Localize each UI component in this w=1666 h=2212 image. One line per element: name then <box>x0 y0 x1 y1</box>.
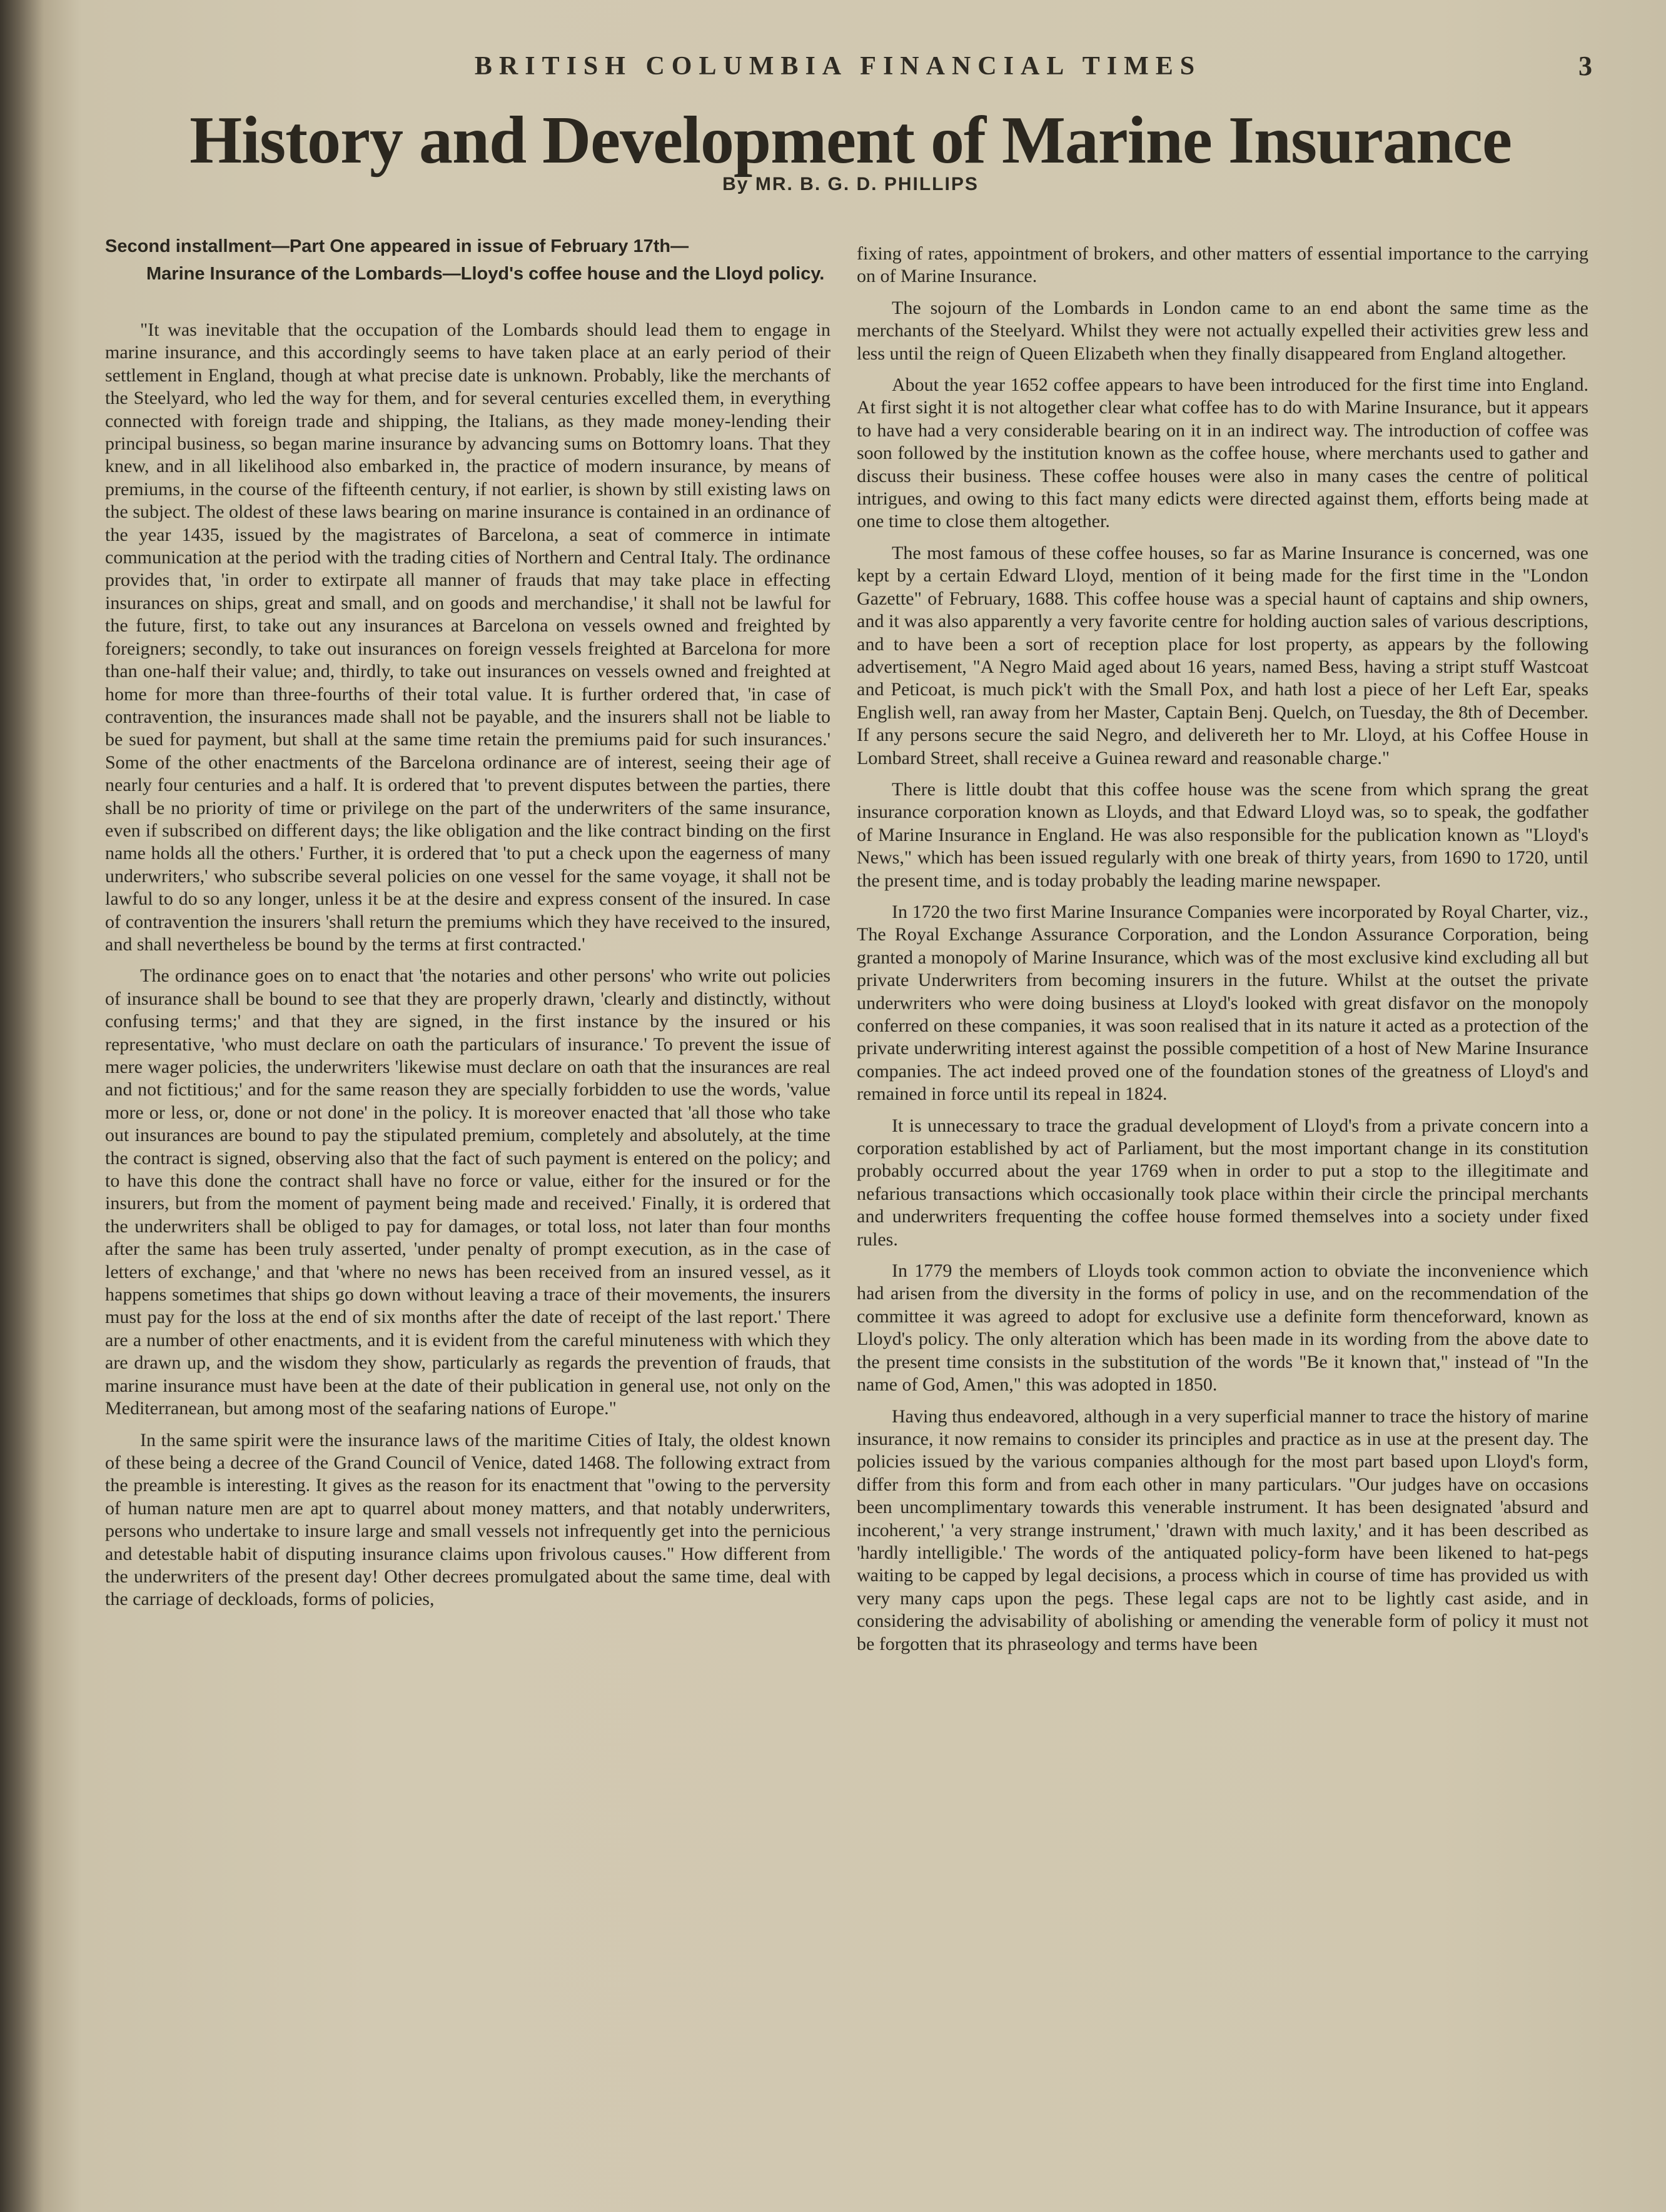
paragraph: In 1779 the members of Lloyds took common action to obviate the inconvenience which had arisen from the diversity in the forms of policy in use, and on the recommendation of the committee it was agreed to adopt for exclusive use a definite form thenceforward, known as Lloyd's policy. The only alteration which has been made in its wording from the above date to the present time consists in the substitution of the words "Be it known that," instead of "In the name of God, Amen," this was adopted in 1850. <box>857 1260 1588 1395</box>
paragraph: "It was inevitable that the occupation of the Lombards should lead them to engage in marine insurance, and this accordingly seems to have taken place at an early period of their settlement in England, though at what precise date is unknown. Probably, like the merchants of the Steelyard, who led the way for them, and for several centuries excelled them, in everything connected with foreign trade and shipping, the Italians, as they made money-lending their principal business, so began marine insurance by advancing sums on Bottomry loans. That they knew, and in all likelihood also embarked in, the practice of modern insurance, by means of premiums, in the course of the fifteenth century, if not earlier, is shown by still existing laws on the subject. The oldest of these laws bearing on marine insurance is contained in an ordinance of the year 1435, issued by the magistrates of Barcelona, a seat of commerce in intimate communication at the period with the trading cities of Northern and Central Italy. The ordinance provides that, 'in order to extirpate all manner of frauds that may take place in effecting insurances on ships, great and small, and on goods and merchandise,' it shall not be lawful for the future, first, to take out any insurances at Barcelona on vessels owned and freighted by foreigners; secondly, to take out insurances on foreign vessels freighted at Barcelona for more than one-half their value; and, thirdly, to take out insurances on vessels owned and freighted at home for more than three-fourths of their total value. It is further ordered that, 'in case of contravention, the insurances made shall not be payable, and the insurers shall not be liable to be sued for payment, but shall at the same time retain the premiums paid for such insurances.' Some of the other enactments of the Barcelona ordinance are of interest, seeing their age of nearly four centuries and a half. It is ordered that 'to prevent disputes between the parties, there shall be no priority of time or privilege on the part of the underwriters of the same insurance, even if subscribed on different days; the like obligation and the like contract binding on the first name holds all the others.' Further, it is ordered that 'to put a check upon the eagerness of many underwriters,' who subscribe several policies on one vessel for the same voyage, it shall not be lawful to do so any longer, unless it be at the desire and express consent of the insured. In case of contravention the insurers 'shall return the premiums which they have received to the insured, and shall nevertheless be bound by the terms at first contracted.' <box>105 319 830 955</box>
paragraph: The most famous of these coffee houses, so far as Marine Insurance is concerned, was one kept by a certain Edward Lloyd, mention of it being made for the first time in the "London Gazette" of February, 1688. This coffee house was a special haunt of captains and ship owners, and it was also apparently a very favorite centre for holding auction sales of various descriptions, and to have been a sort of reception place for lost property, as appears by the following advertisement, "A Negro Maid aged about 16 years, named Bess, having a stript stuff Wastcoat and Peticoat, is much pick't with the Small Pox, and hath lost a piece of her Left Ear, speaks English well, ran away from her Master, Captain Benj. Quelch, on Tuesday, the 8th of December. If any persons secure the said Negro, and delivereth her to Mr. Lloyd, at his Coffee House in Lombard Street, shall receive a Guinea reward and reasonable charge." <box>857 542 1588 768</box>
paragraph: About the year 1652 coffee appears to have been introduced for the first time into England. At first sight it is not altogether clear what coffee has to do with Marine Insurance, but it appears to have had a very considerable bearing on it in an indirect way. The introduction of coffee was soon followed by the institution known as the coffee house, where merchants used to gather and discuss their business. These coffee houses were also in many cases the centre of political intrigues, and owing to this fact many edicts were directed against them, efforts being made at one time to close them altogether. <box>857 375 1588 532</box>
paragraph: In 1720 the two first Marine Insurance Companies were incorporated by Royal Charter, viz., The Royal Exchange Assurance Corporation, and the London Assurance Corporation, being granted a monopoly of Marine Insurance, which was of the most exclusive kind excluding all but private Underwriters from becoming insurers in the future. Whilst at the outset the private underwriters who were doing business at Lloyd's looked with great disfavor on the monopoly conferred on these companies, it was soon realised that in its nature it acted as a protection of the private underwriting interest against the possible competition of a host of New Marine Insurance companies. The act indeed proved one of the foundation stones of the greatness of Lloyd's and remained in force until its repeal in 1824. <box>857 901 1588 1105</box>
article-title: History and Development of Marine Insurance <box>189 103 1512 178</box>
article-byline: By MR. B. G. D. PHILLIPS <box>722 174 979 194</box>
paragraph: fixing of rates, appointment of brokers, and other matters of essential importance to the carrying on of Marine Insurance. <box>857 243 1588 287</box>
paragraph: Having thus endeavored, although in a very superficial manner to trace the history of marine insurance, it now remains to consider its principles and practice as in use at the present day. The policies issued by the various companies although for the most part based upon Lloyd's form, differ from this form and from each other in many particulars. "Our judges have on occasions been uncomplimentary towards this venerable instrument. It has been designated 'absurd and incoherent,' 'a very strange instrument,' 'drawn with much laxity,' and it has been described as 'hardly intelligible.' The words of the antiquated policy-form have been likened to hat-pegs waiting to be capped by legal decisions, a process which in course of time has provided us with very many caps upon the pegs. These legal caps are not to be lightly cast aside, and in considering the advisability of abolishing or amending the venerable form of policy it must not be forgotten that its phraseology and terms have been <box>857 1405 1588 1654</box>
deck-line-2: Marine Insurance of the Lombards—Lloyd's coffee house and the Lloyd policy. <box>146 264 825 284</box>
paragraph: The ordinance goes on to enact that 'the notaries and other persons' who write out policies of insurance shall be bound to see that they are properly drawn, 'clearly and distinctly, without confusing terms;' and that they are signed, in the first instance by the insured or his representative, 'who must declare on oath the particulars of insurance.' To prevent the issue of mere wager policies, the underwriters 'likewise must declare on oath that the insurances are real and not fictitious;' and for the same reason they are specially forbidden to use the words, 'value more or less, or, done or not done' in the policy. It is moreover enacted that 'all those who take out insurances are bound to pay the stipulated premium, completely and absolutely, at the time the contract is signed, observing also that the fact of such payment is entered on the policy; and to have this done the contract shall have no force or value, either for the insured or for the insurers, but from the moment of payment being made and received.' Finally, it is ordered that the underwriters shall be obliged to pay for damages, or total loss, not later than four months after the same has been truly asserted, 'under penalty of prompt execution, as in the case of letters of exchange,' and that 'where no news has been received from an insured vessel, as it happens sometimes that ships go down without leaving a trace of their movements, the insurers must pay for the loss at the end of six months after the date of receipt of the last report.' There are a number of other enactments, and it is evident from the careful minuteness with which they are drawn up, and the wisdom they show, particularly as regards the prevention of frauds, that marine insurance must have been at the date of their publication in general use, not only on the Mediterranean, but among most of the seafaring nations of Europe." <box>105 965 830 1419</box>
paragraph: There is little doubt that this coffee house was the scene from which sprang the great insurance corporation known as Lloyds, and that Edward Lloyd was, so to speak, the godfather of Marine Insurance in England. He was also responsible for the publication known as "Lloyd's News," which has been issued regularly with one break of thirty years, from 1690 to 1720, until the present time, and is today probably the leading marine newspaper. <box>857 778 1588 891</box>
page-number: 3 <box>1578 51 1592 81</box>
paragraph: It is unnecessary to trace the gradual development of Lloyd's from a private concern into a corporation established by act of Parliament, but the most important change in its constitution probably occurred about the year 1769 when in order to put a stop to the illegitimate and nefarious transactions which occasionally took place within their circle the principal merchants and underwriters frequenting the coffee house formed themselves into a society under fixed rules. <box>857 1115 1588 1250</box>
paragraph: In the same spirit were the insurance laws of the maritime Cities of Italy, the oldest known of these being a decree of the Grand Council of Venice, dated 1468. The following extract from the preamble is interesting. It gives as the reason for its enactment that "owing to the perversity of human nature men are apt to quarrel about money matters, and that notably underwriters, persons who undertake to insure large and small vessels not infrequently get into the pernicious and detestable habit of disputing insurance claims upon frivolous causes." How different from the underwriters of the present day! Other decrees promulgated about the same time, deal with the carriage of deckloads, forms of policies, <box>105 1429 830 1610</box>
article-column-right <box>857 243 1588 1664</box>
article-deck <box>105 233 830 288</box>
paragraph: The sojourn of the Lombards in London came to an end abont the same time as the merchants of the Steelyard. Whilst they were not actually expelled their activities grew less and less until the reign of Queen Elizabeth when they finally disappeared from England altogether. <box>857 297 1588 364</box>
article-column-left <box>105 233 830 1620</box>
deck-line-1: Second installment—Part One appeared in issue of February 17th— <box>105 236 689 256</box>
publication-masthead: BRITISH COLUMBIA FINANCIAL TIMES <box>474 52 1202 81</box>
